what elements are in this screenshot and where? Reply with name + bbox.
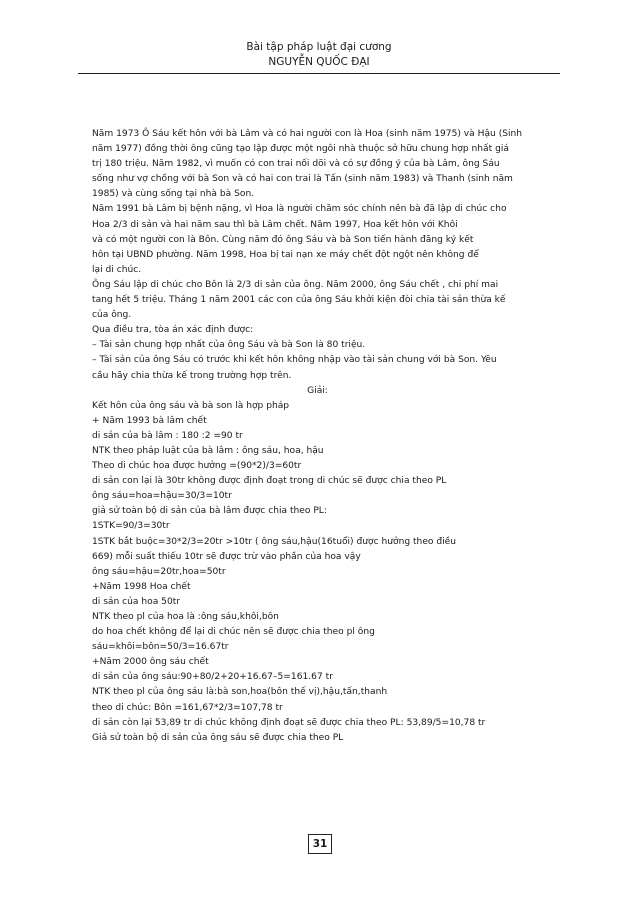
body-line: NTK theo pháp luật của bà lâm : ông sáu, hoa, hậu [92,445,324,456]
body-line: tang hết 5 triệu. Tháng 1 năm 2001 các con của ông Sáu khởi kiện đòi chia tài sản thừa kế [92,295,506,306]
body-line: năm 1977) đồng thời ông cũng tạo lập được một ngôi nhà thuộc sở hữu chung hợp nhất giá [92,144,509,155]
page-body [92,127,543,746]
solution-heading: Giải: [307,385,328,396]
body-line: cầu hãy chia thừa kế trong trường hợp trên. [92,370,292,381]
body-line: giả sử toàn bộ di sản của bà lâm được chia theo PL: [92,506,327,517]
body-line: di sản còn lại 53,89 tr di chúc không định đoạt sẽ được chia theo PL: 53,89/5=10,78 tr [92,717,486,728]
body-line: di sản của ông sáu:90+80/2+20+16.67–5=161.67 tr [92,672,333,683]
page-header [0,40,638,70]
body-line: + Năm 1993 bà lâm chết [92,415,207,426]
body-line: 1STK bắt buộc=30*2/3=20tr >10tr ( ông sáu,hậu(16tuổi) được hưởng theo điều [92,536,457,547]
body-line: Kết hôn của ông sáu và bà son là hợp pháp [92,400,290,411]
body-line: theo di chúc: Bôn =161,67*2/3=107,78 tr [92,702,283,713]
body-line: di sản con lại là 30tr không được định đoạt trong di chúc sẽ được chia theo PL [92,476,447,487]
body-line: – Tài sản chung hợp nhất của ông Sáu và bà Son là 80 triệu. [92,340,366,351]
body-line: Năm 1991 bà Lâm bị bệnh nặng, vì Hoa là người chăm sóc chính nên bà đã lập di chúc cho [92,204,507,215]
body-line: di sản của hoa 50tr [92,596,181,607]
body-line: 669) mỗi suất thiếu 10tr sẽ được trừ vào phần của hoa vậy [92,551,361,562]
header-subject: Bài tập pháp luật đại cương [246,41,392,53]
body-line: ông sáu=hậu=20tr,hoa=50tr [92,566,226,577]
body-line: sáu=khôi=bôn=50/3=16.67tr [92,642,229,653]
body-line: di sản của bà lâm : 180 :2 =90 tr [92,430,243,441]
body-line: NTK theo pl của ông sáu là:bà son,hoa(bôn thế vị),hậu,tấn,thanh [92,687,388,698]
header-author: NGUYỄN QUỐC ĐẠI [268,56,370,68]
body-line: Hoa 2/3 di sản và hai năm sau thì bà Lâm chết. Năm 1997, Hoa kết hôn với Khôi [92,219,458,230]
body-line: hôn tại UBND phường. Năm 1998, Hoa bị tai nạn xe máy chết đột ngột nên không để [92,249,479,260]
body-line: Ông Sáu lập di chúc cho Bôn là 2/3 di sản của ông. Năm 2000, ông Sáu chết , chi phí mai [92,279,499,290]
body-line: +Năm 1998 Hoa chết [92,581,191,592]
body-line: – Tài sản của ông Sáu có trước khi kết hôn không nhập vào tài sản chung với bà Son. Yêu [92,355,497,366]
body-line: trị 180 triệu. Năm 1982, vì muốn có con trai nối dõi và có sự đồng ý của bà Lâm, ông Sáu [92,159,500,170]
body-line: Giả sử toàn bộ di sản của ông sáu sẽ được chia theo PL [92,732,344,743]
header-divider [78,73,560,74]
body-line: Theo di chúc hoa được hưởng =(90*2)/3=60tr [92,461,302,472]
body-line: NTK theo pl của hoa là :ông sáu,khôi,bôn [92,612,279,622]
body-line: 1STK=90/3=30tr [92,521,170,532]
body-line: +Năm 2000 ông sáu chết [92,657,209,668]
body-line: do hoa chết không để lại di chúc nên sẽ được chia theo pl ông [92,627,375,638]
body-line: ông sáu=hoa=hậu=30/3=10tr [92,491,232,502]
body-line: của ông. [92,310,132,321]
body-line: Qua điều tra, tòa án xác định được: [92,325,254,336]
body-line: lại di chúc. [92,264,142,275]
body-line: 1985) và cùng sống tại nhà bà Son. [92,189,255,200]
body-line: Năm 1973 Ô Sáu kết hôn với bà Lâm và có hai người con là Hoa (sinh năm 1975) và Hậu (Sinh [92,129,523,139]
body-line: sống như vợ chồng với bà Son và có hai con trai là Tấn (sinh năm 1983) và Thanh (sinh năm [92,174,513,185]
page-number: 31 [308,834,332,854]
body-line: và có một người con là Bôn. Cùng năm đó ông Sáu và bà Son tiến hành đăng ký kết [92,234,474,245]
